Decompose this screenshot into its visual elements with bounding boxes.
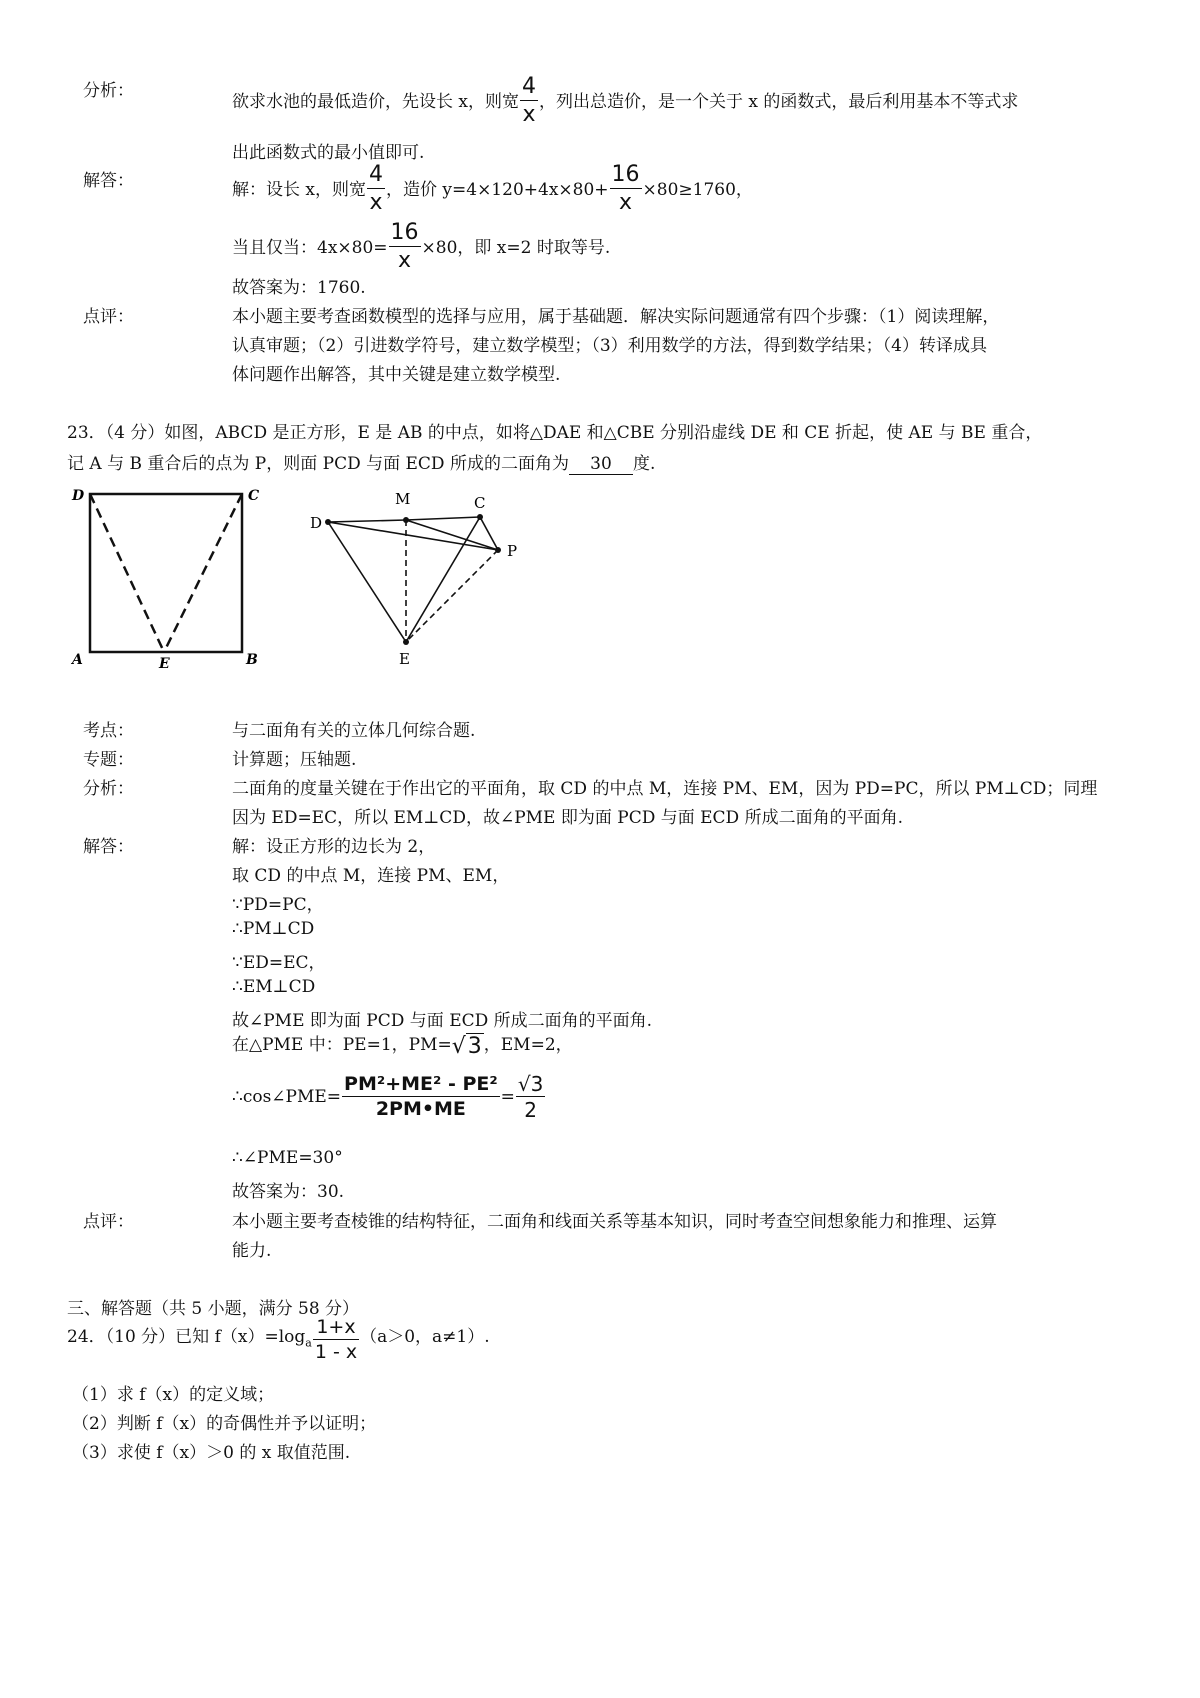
answer-text-b: ×80，即 x=2 时取等号. xyxy=(421,238,611,258)
answer-line-2: 取 CD 的中点 M，连接 PM、EM， xyxy=(232,866,510,886)
answer-text-c: ×80≥1760， xyxy=(642,180,753,200)
question-text: 记 A 与 B 重合后的点为 P，则面 PCD 与面 ECD 所成的二面角为 xyxy=(67,454,569,474)
answer-line-1: 解：设正方形的边长为 2， xyxy=(232,837,436,857)
label-e: E xyxy=(399,650,410,668)
answer-text-a: 当且仅当：4x×80= xyxy=(232,238,388,258)
answer-label: 解答： xyxy=(83,837,134,857)
edge-dp xyxy=(328,522,498,550)
equals-sign: = xyxy=(500,1087,515,1107)
stem-text-a: 24．（10 分）已知 f（x）=log xyxy=(67,1327,306,1347)
answer-line-7: 故∠PME 即为面 PCD 与面 ECD 所成二面角的平面角. xyxy=(232,1011,653,1031)
kaodian-text: 与二面角有关的立体几何综合题. xyxy=(232,721,476,741)
label-a: A xyxy=(72,652,83,668)
comment-label: 点评： xyxy=(83,307,134,327)
analysis-line-2: 因为 ED=EC，所以 EM⊥CD，故∠PME 即为面 PCD 与面 ECD 所成二面角的平面角. xyxy=(232,808,903,828)
analysis-line-1: 二面角的度量关键在于作出它的平面角，取 CD 的中点 M，连接 PM、EM，因为 PD=PC，所以 PM⊥CD；同理 xyxy=(232,779,1098,799)
comment-label: 点评： xyxy=(83,1212,134,1232)
cos-fraction: $\frac{\text{PM²+ME² - PE²}}{2PM•ME}$ xyxy=(344,1073,498,1120)
answer-line-3: 故答案为：1760. xyxy=(232,278,366,298)
zhuanti-label: 专题： xyxy=(83,750,134,770)
point-d xyxy=(325,519,331,525)
answer-line-10: ∴∠PME=30° xyxy=(232,1148,343,1168)
answer-text-a: 解：设长 x，则宽 xyxy=(232,180,366,200)
label-e: E xyxy=(159,656,170,672)
label-b: B xyxy=(246,652,258,668)
comment-line-3: 体问题作出解答，其中关键是建立数学模型. xyxy=(232,365,561,385)
analysis-line-1 xyxy=(232,76,1018,126)
edge-de xyxy=(328,522,406,642)
sqrt-3: √3 xyxy=(451,1034,482,1059)
label-d: D xyxy=(72,488,85,504)
point-c xyxy=(477,514,483,520)
label-m: M xyxy=(395,490,411,508)
fraction-16-over-x: $\frac{16}{x}$ xyxy=(390,220,419,273)
answer-line-4: ∴PM⊥CD xyxy=(232,919,315,939)
question-24-stem xyxy=(67,1318,490,1362)
point-p xyxy=(495,547,501,553)
question-24-part-1: （1）求 f（x）的定义域； xyxy=(72,1385,275,1405)
analysis-label: 分析： xyxy=(83,81,134,101)
log-base: a xyxy=(305,1336,312,1350)
label-c: C xyxy=(474,494,486,512)
answer-text-b: ，造价 y=4×120+4x×80+ xyxy=(386,180,609,200)
cos-lhs: ∴cos∠PME= xyxy=(232,1087,342,1107)
answer-line-5: ∵ED=EC， xyxy=(232,953,326,973)
fraction-4-over-x: $\frac{4}{x}$ xyxy=(522,74,536,127)
cos-formula-line xyxy=(232,1074,546,1120)
answer-text-a: 在△PME 中：PE=1，PM= xyxy=(232,1035,452,1055)
fraction-4-over-x: $\frac{4}{x}$ xyxy=(369,162,383,215)
stem-text-b: （a＞0，a≠1）. xyxy=(360,1327,490,1347)
answer-label: 解答： xyxy=(83,171,134,191)
comment-line-2: 认真审题；（2）引进数学符号，建立数学模型；（3）利用数学的方法，得到数学结果；（4）转译成具 xyxy=(232,336,987,356)
section-3-heading: 三、解答题（共 5 小题，满分 58 分） xyxy=(67,1299,360,1319)
fold-line-de xyxy=(90,494,164,652)
answer-line-3: ∵PD=PC， xyxy=(232,895,324,915)
zhuanti-text: 计算题；压轴题. xyxy=(232,750,357,770)
analysis-line-2: 出此函数式的最小值即可. xyxy=(232,143,425,163)
analysis-text-a: 欲求水池的最低造价，先设长 x，则宽 xyxy=(232,92,519,112)
answer-blank: 30 xyxy=(569,454,633,475)
question-23-line-1: 23．（4 分）如图，ABCD 是正方形，E 是 AB 的中点，如将△DAE 和△CBE 分别沿虚线 DE 和 CE 折起，使 AE 与 BE 重合， xyxy=(67,423,1043,443)
analysis-label: 分析： xyxy=(83,779,134,799)
question-23-line-2 xyxy=(67,449,655,475)
figure-pyramid-pcde xyxy=(290,482,530,694)
label-c: C xyxy=(248,488,260,504)
question-text-end: 度. xyxy=(632,454,656,474)
answer-line-1 xyxy=(232,164,753,214)
answer-text-b: ，EM=2， xyxy=(483,1035,573,1055)
kaodian-label: 考点： xyxy=(83,721,134,741)
question-24-part-3: （3）求使 f（x）＞0 的 x 取值范围. xyxy=(72,1443,351,1463)
point-e xyxy=(403,639,409,645)
answer-line-11: 故答案为：30. xyxy=(232,1182,345,1202)
comment-line-1: 本小题主要考查棱锥的结构特征，二面角和线面关系等基本知识，同时考查空间想象能力和推理、运算 xyxy=(232,1212,997,1232)
fraction-16-over-x: $\frac{16}{x}$ xyxy=(611,162,640,215)
label-p: P xyxy=(507,542,518,560)
question-24-part-2: （2）判断 f（x）的奇偶性并予以证明； xyxy=(72,1414,377,1434)
answer-line-6: ∴EM⊥CD xyxy=(232,977,316,997)
edge-mc xyxy=(406,517,480,520)
point-m xyxy=(403,517,409,523)
label-d: D xyxy=(310,514,323,532)
edge-dm xyxy=(328,520,406,522)
answer-line-2 xyxy=(232,222,610,272)
answer-line-8 xyxy=(232,1030,573,1059)
fraction-1px-over-1mx: $\frac{1+x}{1 - x}$ xyxy=(314,1316,358,1363)
square-outline xyxy=(90,494,242,652)
sqrt3-over-2-fraction: $\frac{√3}{2}$ xyxy=(517,1072,544,1122)
analysis-text-b: ，列出总造价，是一个关于 x 的函数式，最后利用基本不等式求 xyxy=(539,92,1019,112)
figure-square-abcd xyxy=(66,482,276,672)
fold-line-ce xyxy=(164,494,242,652)
comment-line-2: 能力. xyxy=(232,1241,272,1261)
comment-line-1: 本小题主要考查函数模型的选择与应用，属于基础题．解决实际问题通常有四个步骤：（1）阅读理解， xyxy=(232,307,1000,327)
